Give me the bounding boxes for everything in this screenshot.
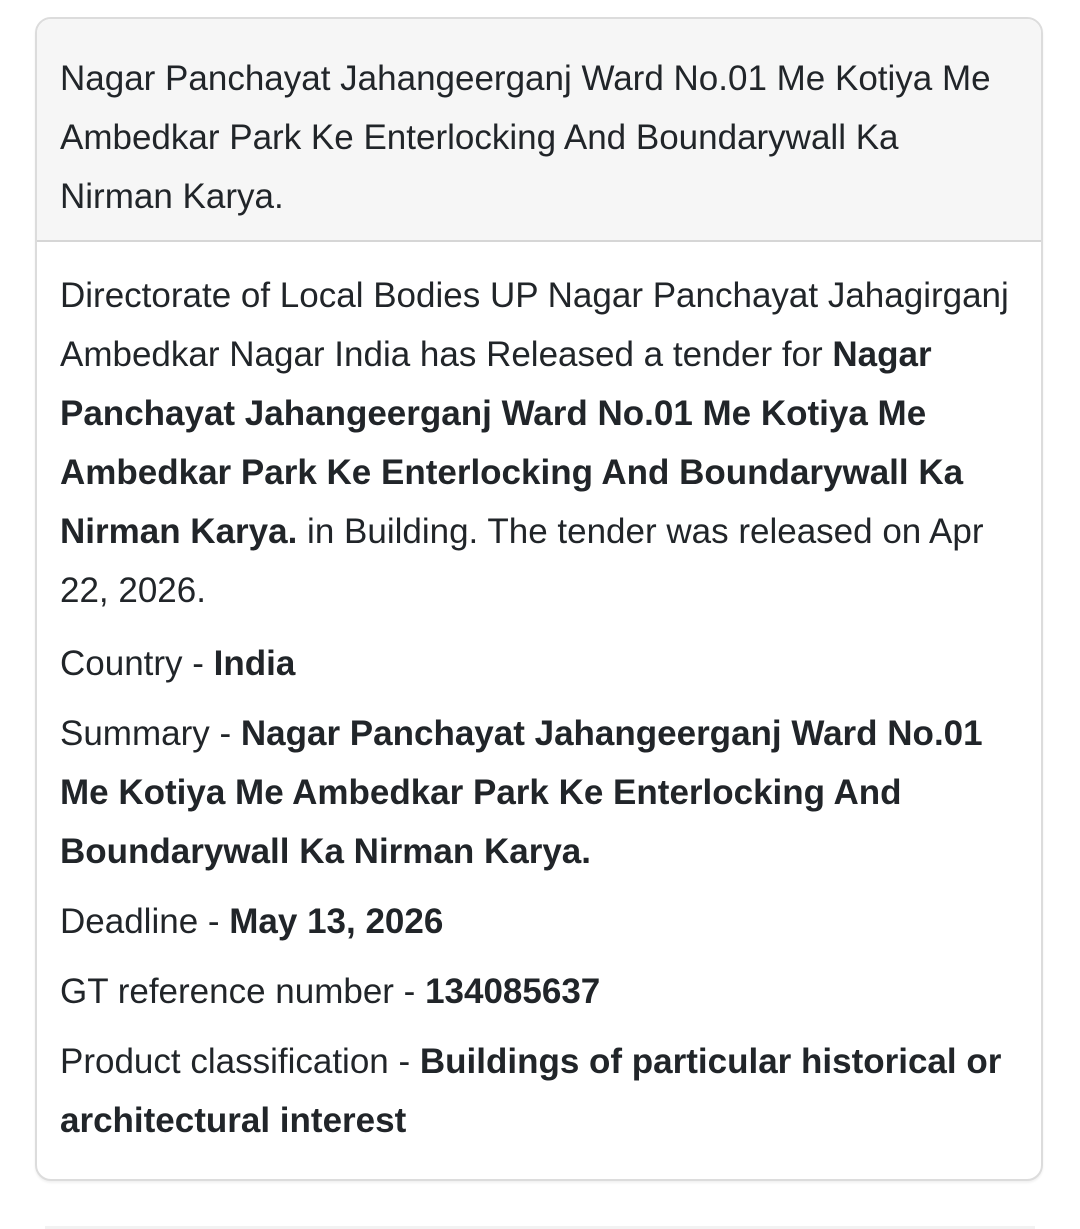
tender-description <box>60 266 1017 620</box>
deadline-row <box>60 892 1017 951</box>
country-label: Country - <box>60 644 214 683</box>
tender-card-header <box>37 19 1041 242</box>
product-classification-value: Buildings of particular historical or architectural interest <box>60 1042 1002 1140</box>
summary-value: Nagar Panchayat Jahangeerganj Ward No.01 Me Kotiya Me Ambedkar Park Ke Enterlocking And Boundarywall Ka Nirman Karya. <box>60 714 983 871</box>
deadline-label: Deadline - <box>60 902 230 941</box>
country-row <box>60 634 1017 693</box>
summary-label: Summary - <box>60 714 241 753</box>
tender-card-body <box>37 242 1041 1150</box>
gt-reference-value: 134085637 <box>425 972 601 1011</box>
description-suffix: in Building. The tender was released on Apr 22, 2026. <box>60 512 984 610</box>
deadline-value: May 13, 2026 <box>229 902 444 941</box>
summary-row <box>60 704 1017 881</box>
product-classification-label: Product classification - <box>60 1042 420 1081</box>
country-value: India <box>213 644 296 683</box>
tender-card <box>35 17 1043 1181</box>
tender-title: Nagar Panchayat Jahangeerganj Ward No.01 Me Kotiya Me Ambedkar Park Ke Enterlocking And Boundarywall Ka Nirman Karya. <box>60 59 991 216</box>
description-prefix: Directorate of Local Bodies UP Nagar Panchayat Jahagirganj Ambedkar Nagar India has Released a tender for <box>60 276 1009 374</box>
gt-reference-row <box>60 962 1017 1021</box>
product-classification-row <box>60 1032 1017 1150</box>
description-tender-name: Nagar Panchayat Jahangeerganj Ward No.01 Me Kotiya Me Ambedkar Park Ke Enterlocking And Boundarywall Ka Nirman Karya. <box>60 335 964 551</box>
gt-reference-label: GT reference number - <box>60 972 426 1011</box>
